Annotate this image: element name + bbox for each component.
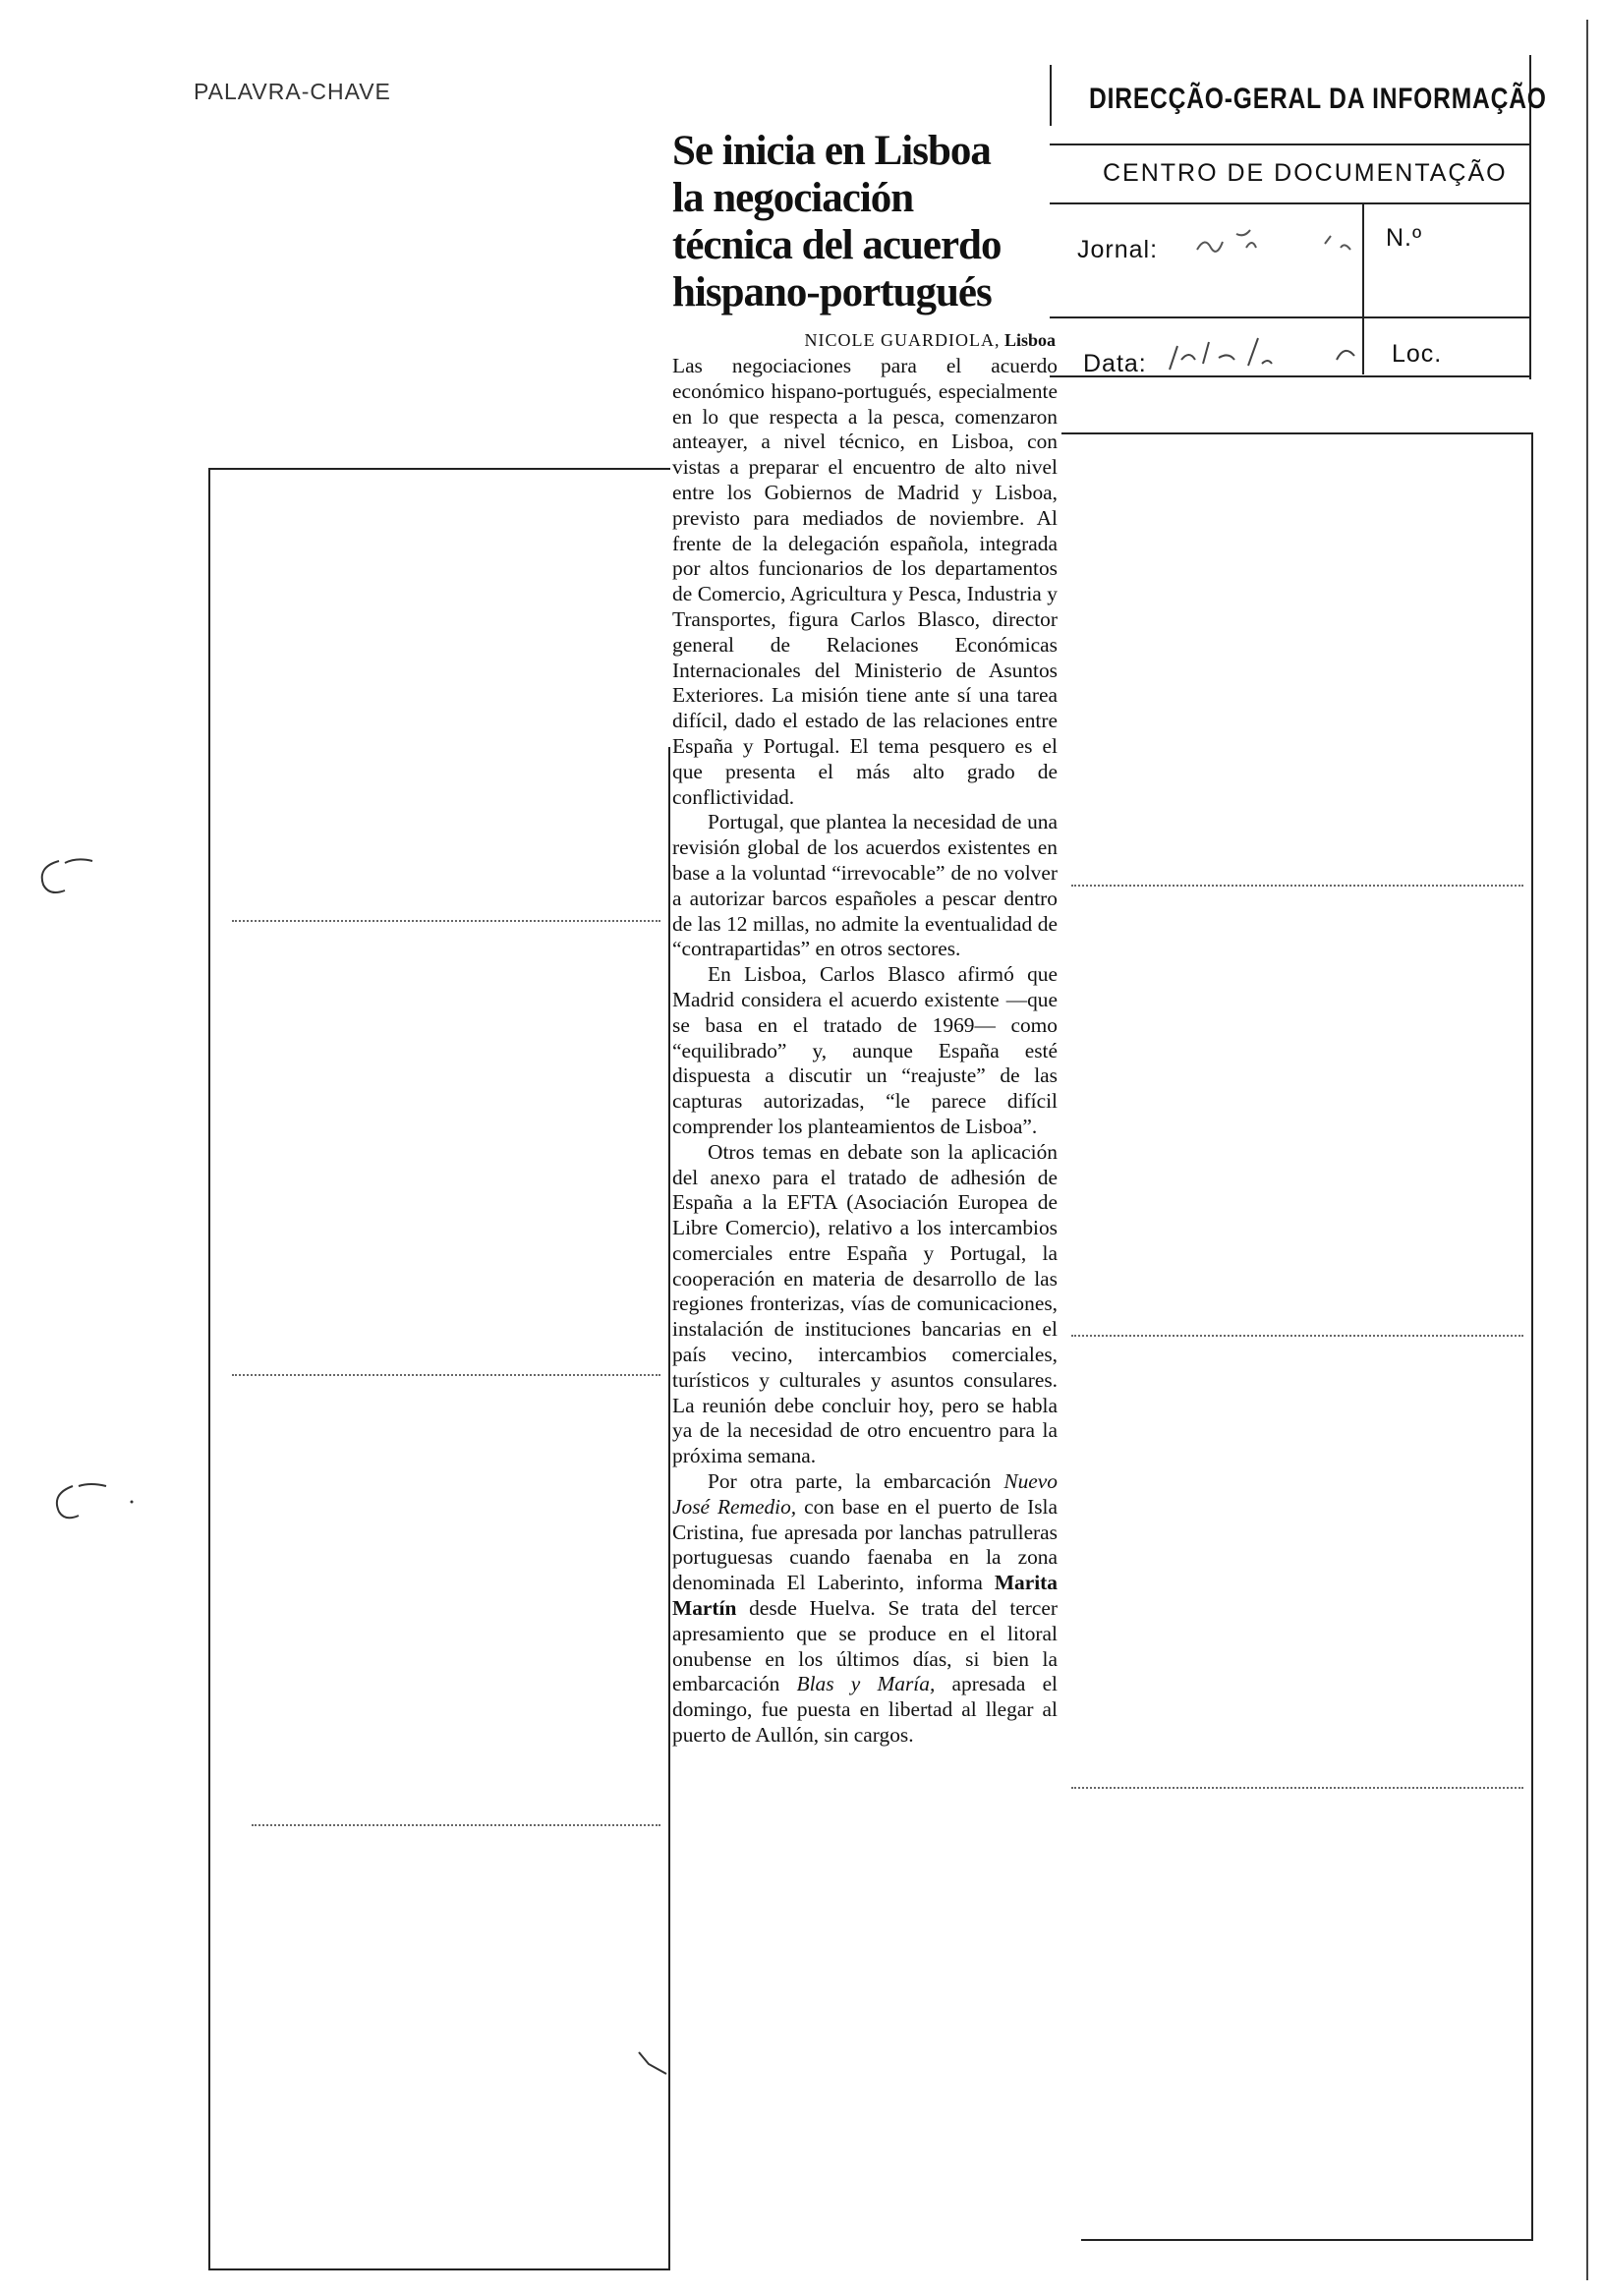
palavra-chave-label: PALAVRA-CHAVE (194, 79, 391, 104)
jornal-label: Jornal: (1077, 236, 1159, 263)
frame-line-top-left (208, 468, 670, 470)
article-paragraph (672, 1469, 1058, 1749)
stamp-divider (1050, 144, 1531, 145)
article-headline (672, 128, 1046, 316)
punch-hole-mark (29, 851, 108, 900)
byline-place: Lisboa (1003, 330, 1056, 350)
article-paragraph: Las negociaciones para el acuerdo económico hispano-portugués, especialmente en lo que respecta a la pesca, comenzaron anteayer, a nivel técnico, en Lisboa, con vistas a preparar el encuentro de alto nivel entre los Gobiernos de Madrid y Lisboa, previsto para mediados de noviembre. Al frente de la delegación española, integrada por altos funcionarios de los departamentos de Comercio, Agricultura y Pesca, Industria y Transportes, figura Carlos Blasco, director general de Relaciones Económicas Internacionales del Ministerio de Asuntos Exteriores. La misión tiene ante sí una tarea difícil, dado el estado de las relaciones entre España y Portugal. El tema pesquero es el que presenta el más alto grado de conflictividad. (672, 354, 1058, 809)
fold-line (1071, 885, 1523, 887)
reporter-name: Marita Martín (672, 1571, 1058, 1621)
loc-label: Loc. (1392, 340, 1443, 368)
paragraph-text: Por otra parte, la embarcación (708, 1469, 992, 1494)
frame-line-right (1531, 432, 1533, 2241)
article-paragraph: En Lisboa, Carlos Blasco afirmó que Madrid considera el acuerdo existente —que se basa en el tratado de 1969— como “equilibrado” y, aunque España esté dispuesta a discutir un “reajuste” de las capturas autorizadas, “le parece difícil comprender los planteamientos de Lisboa”. (672, 962, 1058, 1138)
stamp-divider (1050, 316, 1531, 318)
frame-line-inner-left (668, 747, 670, 2270)
numero-label: N.º (1386, 224, 1423, 252)
scan-edge-line (1586, 20, 1588, 2280)
fold-line (1071, 1335, 1523, 1337)
frame-line-top-right (1061, 432, 1533, 434)
article-paragraph: Otros temas en debate son la aplicación del anexo para el tratado de adhesión de España a la EFTA (Asociación Europea de Libre Comercio), relativo a los intercambios comerciales entre España y Portugal, la cooperación en materia de desarrollo de las regiones fronterizas, vías de comunicaciones, instalación de instituciones bancarias en el país vecino, intercambios comerciales, turísticos y culturales y asuntos consulares. La reunión debe concluir hoy, pero se habla ya de la necesidad de otro encuentro para la próxima semana. (672, 1139, 1058, 1468)
byline-author: NICOLE GUARDIOLA, (804, 330, 1001, 350)
ship-name: Blas y María, (796, 1672, 936, 1696)
stamp-title: DIRECÇÃO-GERAL DA INFORMAÇÃO (1089, 83, 1547, 115)
headline-line: hispano-portugués (672, 269, 992, 316)
stray-mark (635, 2048, 674, 2088)
handwritten-date-mark (1160, 330, 1376, 379)
stamp-border (1050, 65, 1052, 126)
frame-line-bottom-left (208, 2268, 670, 2270)
paragraph-text: apresada el domingo, fue puesta en libertad al llegar al puerto de Aullón, sin cargos. (672, 1672, 1059, 1748)
fold-line (1071, 1787, 1523, 1789)
article-body (672, 354, 1058, 1749)
stamp-divider (1050, 202, 1531, 204)
frame-line-bottom-right (1081, 2239, 1533, 2241)
handwritten-journal-mark (1187, 222, 1384, 261)
fold-line (232, 920, 660, 922)
fold-line (252, 1824, 660, 1826)
ship-name: Nuevo José Remedio, (672, 1469, 1058, 1519)
headline-line: técnica del acuerdo (672, 222, 1002, 268)
punch-hole-mark (43, 1478, 142, 1527)
article-byline (672, 330, 1056, 351)
headline-line: Se inicia en Lisboa (672, 128, 991, 174)
data-label: Data: (1083, 350, 1147, 377)
paragraph-text: con base en el puerto de Isla Cristina, fue apresada por lanchas patrulleras portuguesas cuando faenaba en la zona denominada El Laberinto, informa (672, 1494, 1058, 1595)
documentation-stamp (1050, 55, 1547, 379)
paragraph-text: desde Huelva. Se trata del tercer apresamiento que se produce en el litoral onubense en los últimos días, si bien la embarcación (672, 1596, 1058, 1696)
stamp-subtitle: CENTRO DE DOCUMENTAÇÃO (1103, 159, 1508, 187)
frame-line-left (208, 468, 210, 2270)
headline-line: la negociación (672, 175, 914, 221)
article-paragraph: Portugal, que plantea la necesidad de una revisión global de los acuerdos existentes en base a la voluntad “irrevocable” de no volver a autorizar barcos españoles a pescar dentro de las 12 millas, no admite la eventualidad de “contrapartidas” en otros sectores. (672, 810, 1058, 961)
fold-line (232, 1374, 660, 1376)
